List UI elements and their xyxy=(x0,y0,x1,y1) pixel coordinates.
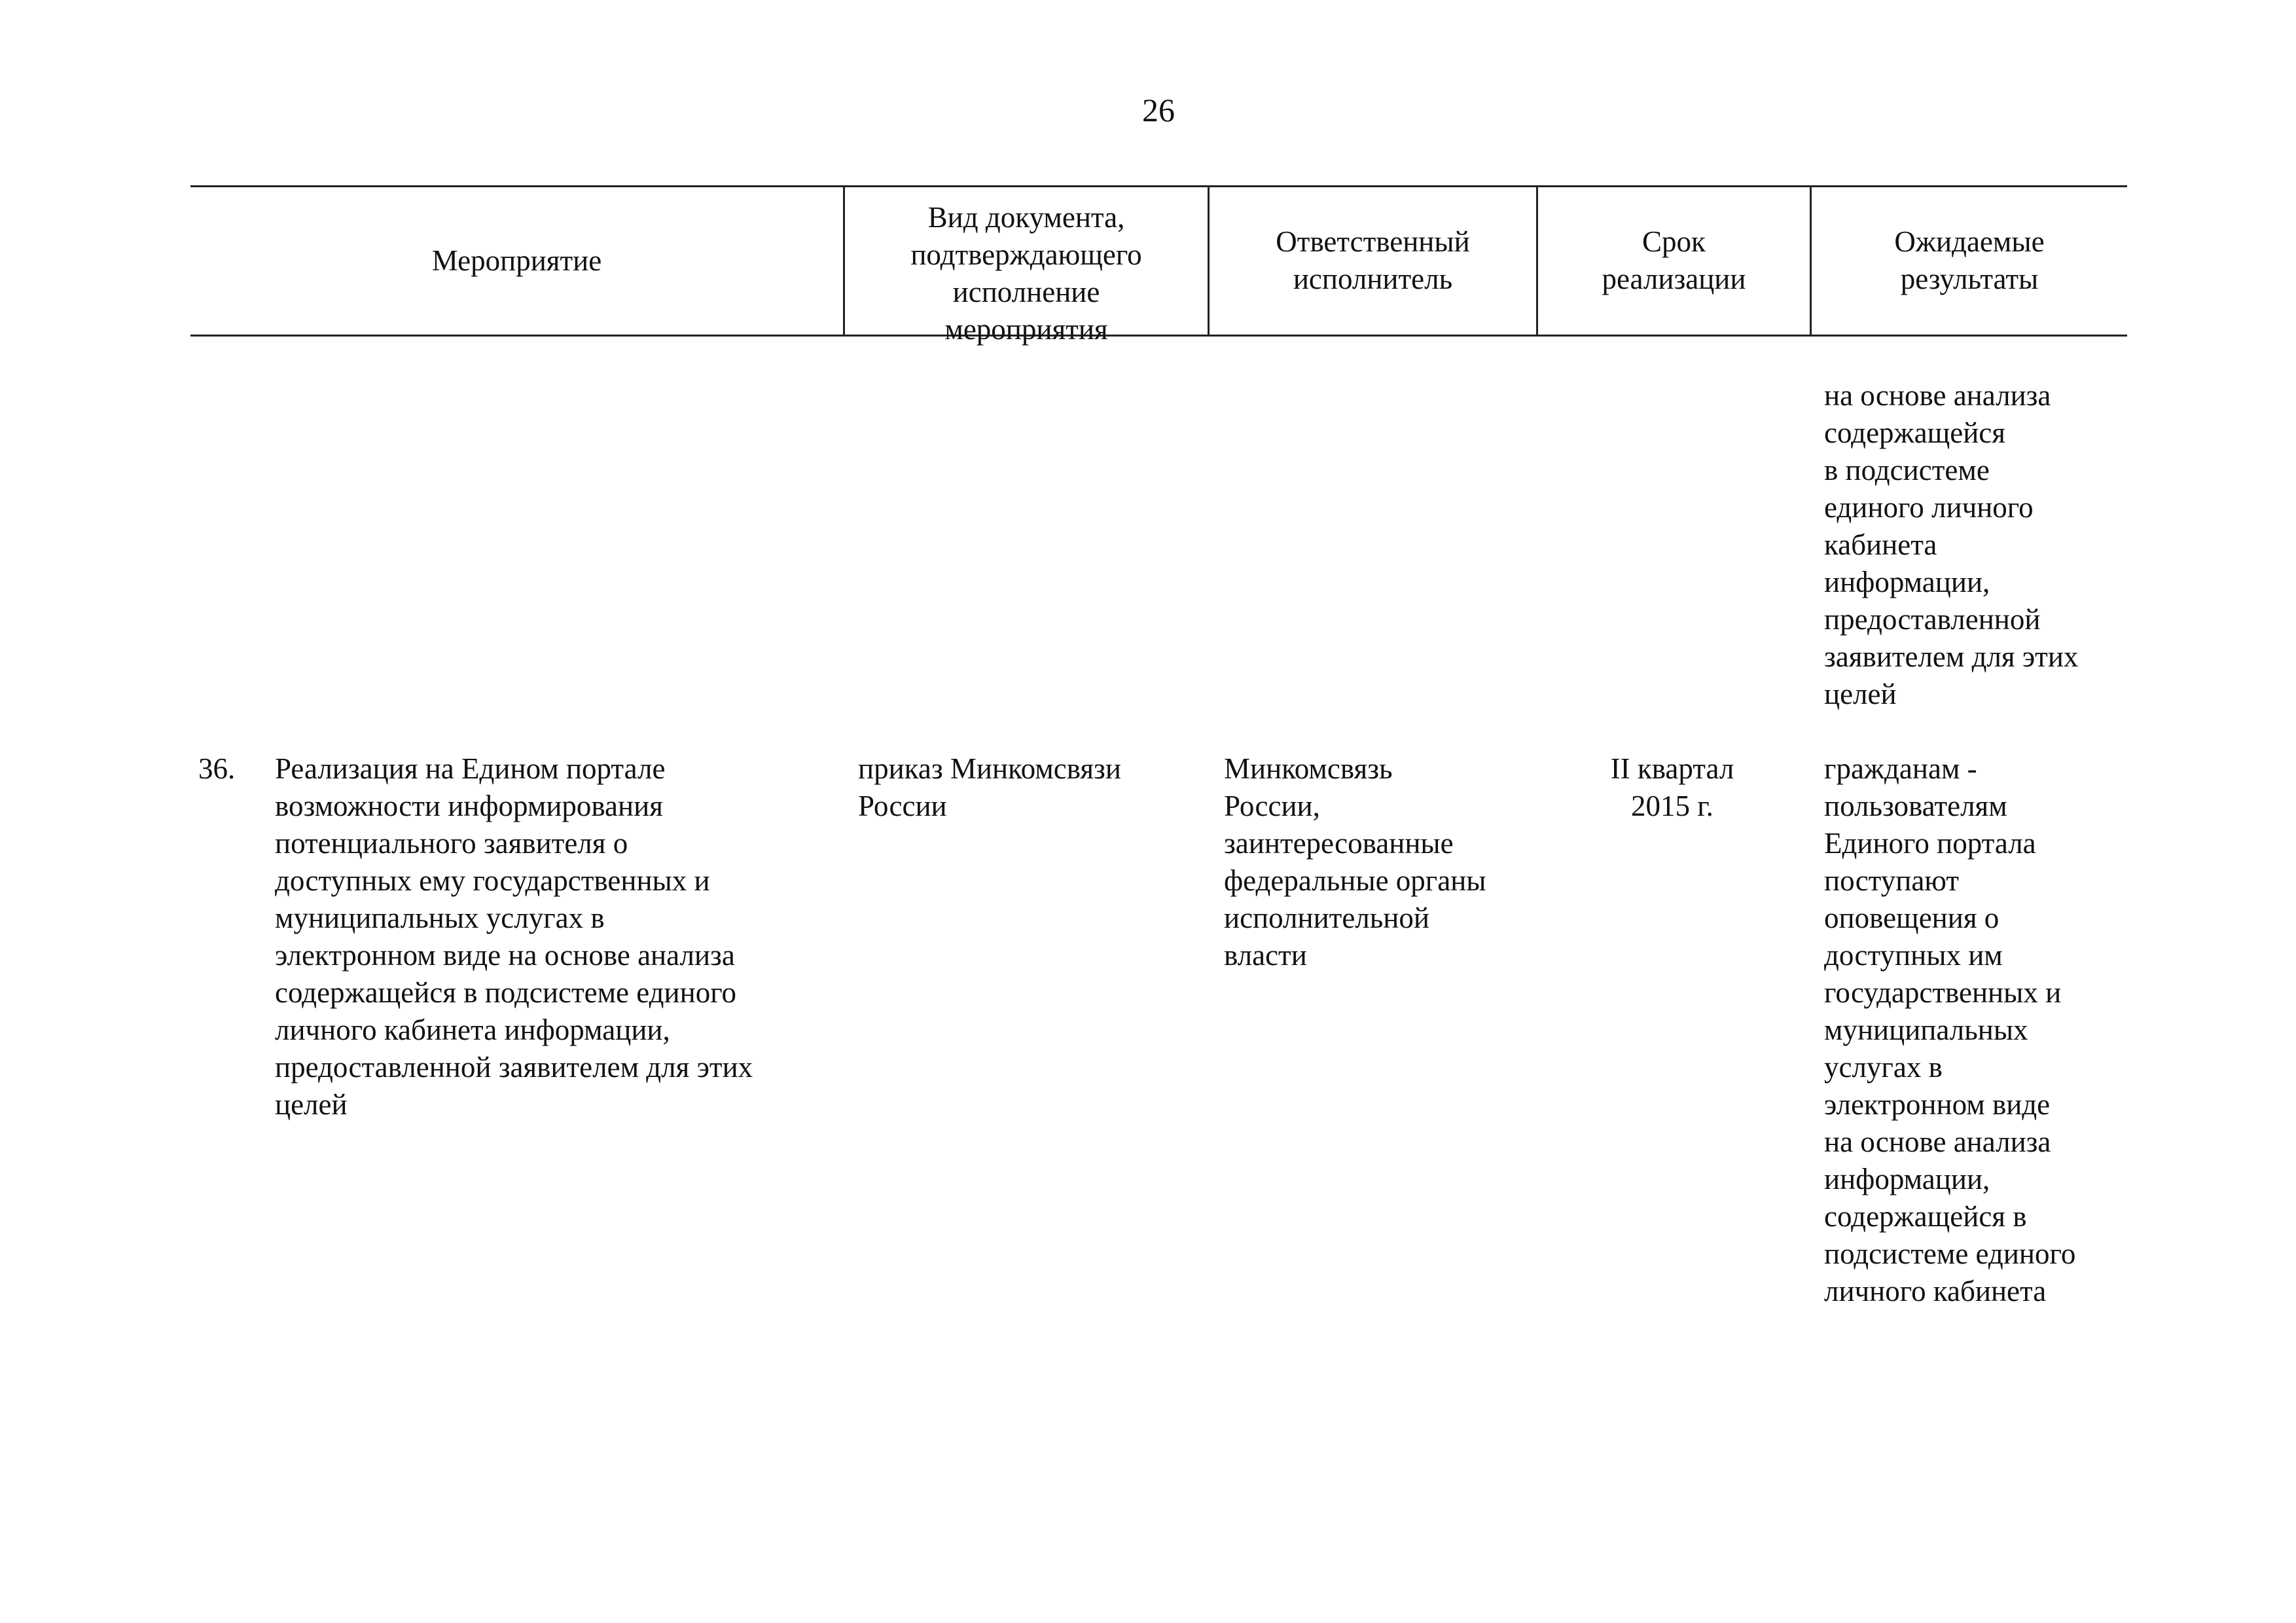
page-number: 26 xyxy=(1142,92,1175,128)
header-document: Вид документа, подтверждающего исполнение мероприятия xyxy=(910,201,1142,346)
row-number: 36. xyxy=(198,752,236,785)
row-results: гражданам - пользователям Единого портала поступают оповещения о доступных им государственных и муниципальных услугах в электронном виде на основе анализа информации, содержащейся в подсистеме единого личного кабинета xyxy=(1824,752,2076,1307)
continuation-results: на основе анализа содержащейся в подсистеме единого личного кабинета информации, предоставленной заявителем для этих целей xyxy=(1824,379,2079,710)
header-deadline: Срок реализации xyxy=(1602,225,1746,295)
row-responsible: Минкомсвязь России, заинтересованные федеральные органы исполнительной власти xyxy=(1224,752,1486,972)
row-document: приказ Минкомсвязи России xyxy=(858,752,1121,822)
row-activity: Реализация на Едином портале возможности информирования потенциального заявителя о доступных ему государственных и муниципальных услугах в электронном виде на основе анализа содержащейся в подсистеме единого личного кабинета информации, предоставленной заявителем для этих целей xyxy=(275,752,753,1121)
header-responsible: Ответственный исполнитель xyxy=(1276,225,1470,295)
row-deadline: II квартал 2015 г. xyxy=(1610,752,1734,822)
header-activity: Мероприятие xyxy=(431,244,602,277)
header-results: Ожидаемые результаты xyxy=(1894,225,2045,295)
